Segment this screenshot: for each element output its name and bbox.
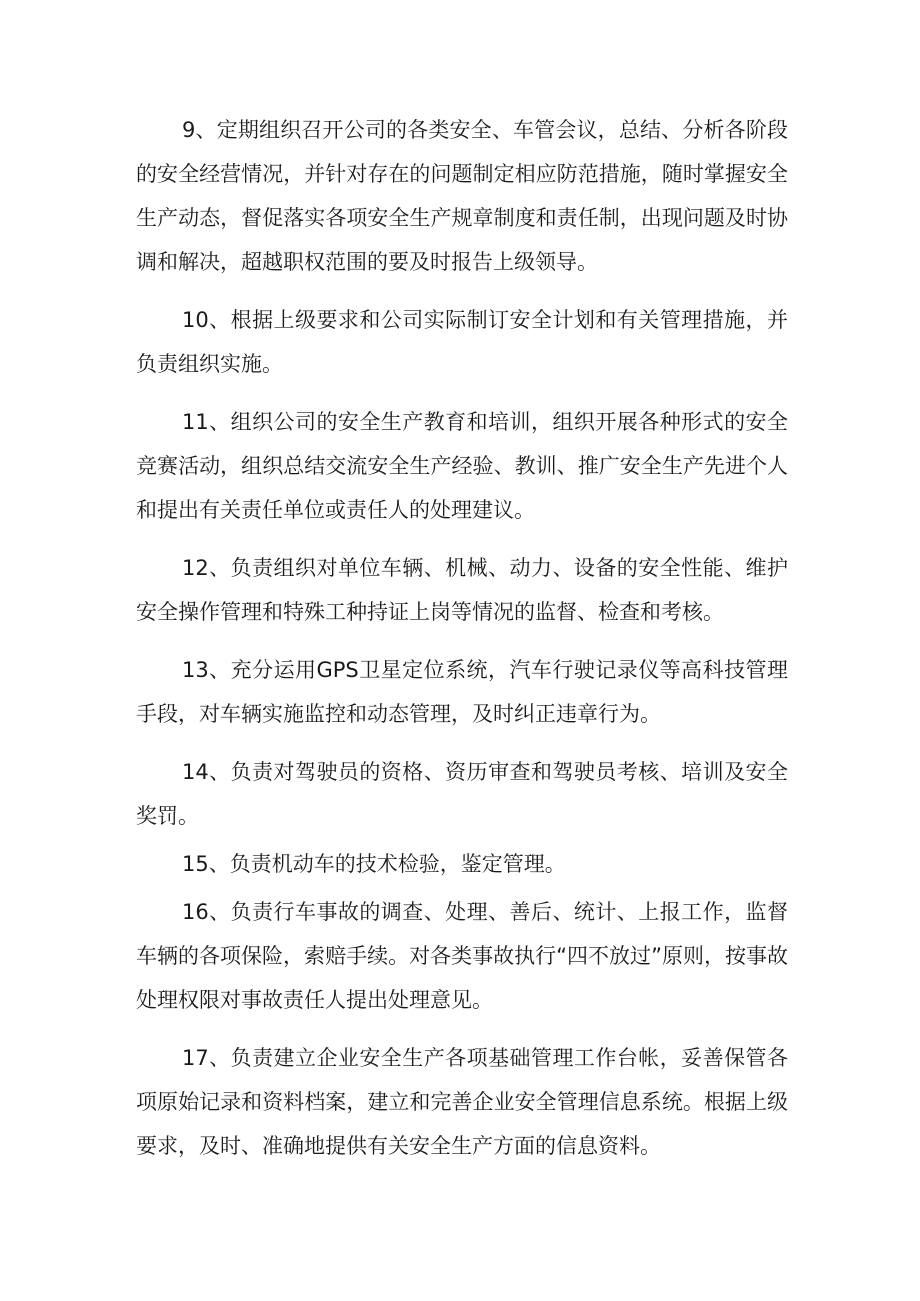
paragraph-item-12: 12、负责组织对单位车辆、机械、动力、设备的安全性能、维护安全操作管理和特殊工种持证上岗等情况的监督、检查和考核。 — [136, 556, 788, 624]
paragraph-item-17: 17、负责建立企业安全生产各项基础管理工作台帐，妥善保管各项原始记录和资料档案，建立和完善企业安全管理信息系统。根据上级要求，及时、准确地提供有关安全生产方面的信息资料。 — [136, 1046, 788, 1158]
document-body — [136, 108, 788, 1182]
paragraph-item-11: 11、组织公司的安全生产教育和培训，组织开展各种形式的安全竞赛活动，组织总结交流安全生产经验、教训、推广安全生产先进个人和提出有关责任单位或责任人的处理建议。 — [136, 410, 788, 522]
paragraph-item-15: 15、负责机动车的技术检验，鉴定管理。 — [182, 852, 566, 876]
paragraph-item-9: 9、定期组织召开公司的各类安全、车管会议，总结、分析各阶段的安全经营情况，并针对存在的问题制定相应防范措施，随时掌握安全生产动态，督促落实各项安全生产规章制度和责任制，出现问题及时协调和解决，超越职权范围的要及时报告上级领导。 — [136, 118, 788, 274]
paragraph-item-10: 10、根据上级要求和公司实际制订安全计划和有关管理措施，并负责组织实施。 — [136, 308, 788, 376]
paragraph-item-13: 13、充分运用GPS卫星定位系统，汽车行驶记录仪等高科技管理手段，对车辆实施监控和动态管理，及时纠正违章行为。 — [136, 658, 788, 726]
paragraph-item-14: 14、负责对驾驶员的资格、资历审查和驾驶员考核、培训及安全奖罚。 — [136, 760, 788, 828]
paragraph-item-16: 16、负责行车事故的调查、处理、善后、统计、上报工作，监督车辆的各项保险，索赔手续。对各类事故执行“四不放过”原则，按事故处理权限对事故责任人提出处理意见。 — [136, 900, 788, 1012]
